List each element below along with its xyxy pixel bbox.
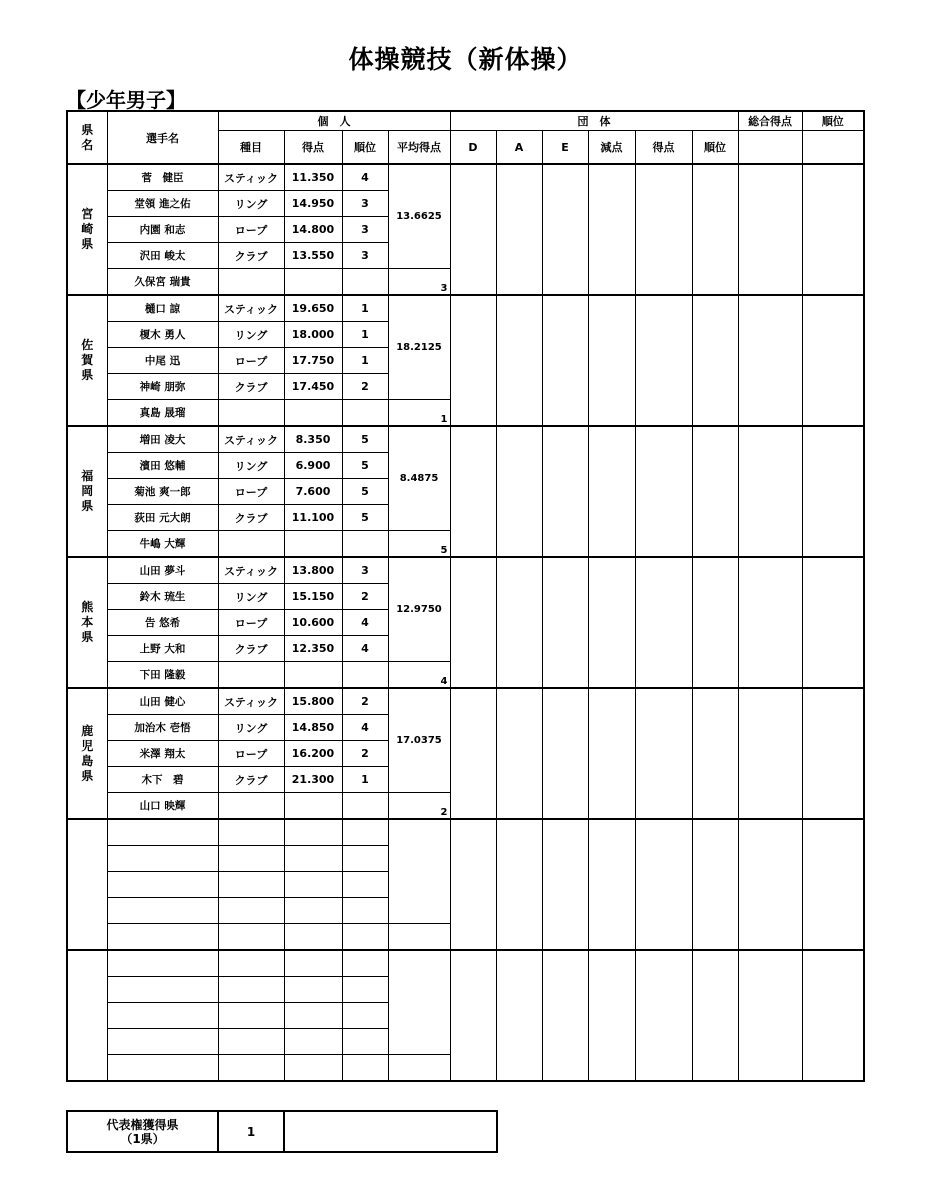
player-name: 山口 映輝: [107, 793, 218, 820]
event-score: 14.950: [284, 191, 342, 217]
event-rank: 2: [342, 374, 388, 400]
event-score: 17.450: [284, 374, 342, 400]
event-name: ロープ: [218, 348, 284, 374]
event-rank: 1: [342, 348, 388, 374]
event-name: ロープ: [218, 741, 284, 767]
event-rank: [342, 950, 388, 977]
event-score: [284, 950, 342, 977]
player-name: 菅 健臣: [107, 164, 218, 191]
representative-value: 1: [218, 1111, 284, 1152]
player-name: [107, 1003, 218, 1029]
average-rank: [388, 1055, 450, 1082]
event-rank: [342, 898, 388, 924]
header-rank: 順位: [802, 111, 864, 131]
player-name: 加治木 壱悟: [107, 715, 218, 741]
event-rank: [342, 662, 388, 689]
pref-name: [67, 819, 107, 950]
player-name: 真島 晟瑠: [107, 400, 218, 427]
team-e: [542, 295, 588, 426]
event-rank: 4: [342, 610, 388, 636]
event-name: リング: [218, 584, 284, 610]
event-score: 14.800: [284, 217, 342, 243]
header-team-rank: 順位: [692, 131, 738, 165]
event-rank: [342, 1003, 388, 1029]
player-name: [107, 1029, 218, 1055]
event-score: 13.550: [284, 243, 342, 269]
header-ind-rank: 順位: [342, 131, 388, 165]
team-d: [450, 557, 496, 688]
average-rank: 5: [388, 531, 450, 558]
event-score: [284, 846, 342, 872]
representative-label: 代表権獲得県 （1県）: [67, 1111, 218, 1152]
team-e: [542, 819, 588, 950]
header-team: 団 体: [450, 111, 738, 131]
event-name: リング: [218, 453, 284, 479]
event-rank: 1: [342, 295, 388, 322]
player-name: [107, 819, 218, 846]
table-row: [67, 557, 864, 584]
total-score: [738, 688, 802, 819]
event-score: [284, 1029, 342, 1055]
team-deduction: [588, 819, 635, 950]
team-score: [635, 557, 692, 688]
average-rank: 2: [388, 793, 450, 820]
event-score: 15.800: [284, 688, 342, 715]
player-name: 荻田 元大朗: [107, 505, 218, 531]
event-score: [284, 269, 342, 296]
header-event: 種目: [218, 131, 284, 165]
event-rank: 3: [342, 243, 388, 269]
player-name: 牛嶋 大輝: [107, 531, 218, 558]
event-score: 15.150: [284, 584, 342, 610]
event-score: [284, 531, 342, 558]
player-name: 内園 和志: [107, 217, 218, 243]
event-rank: 2: [342, 741, 388, 767]
event-name: [218, 924, 284, 951]
team-rank: [692, 688, 738, 819]
event-score: 18.000: [284, 322, 342, 348]
player-name: [107, 924, 218, 951]
event-name: スティック: [218, 426, 284, 453]
team-rank: [692, 426, 738, 557]
event-name: スティック: [218, 164, 284, 191]
header-pref: 県 名: [67, 111, 107, 164]
total-score: [738, 950, 802, 1081]
team-score: [635, 688, 692, 819]
team-e: [542, 426, 588, 557]
team-rank: [692, 950, 738, 1081]
event-name: [218, 269, 284, 296]
event-name: ロープ: [218, 479, 284, 505]
event-score: 13.800: [284, 557, 342, 584]
pref-name: 宮 崎 県: [67, 164, 107, 295]
team-deduction: [588, 164, 635, 295]
header-total-value: [738, 131, 802, 165]
team-rank: [692, 295, 738, 426]
player-name: [107, 1055, 218, 1082]
event-score: 16.200: [284, 741, 342, 767]
average-score: [388, 819, 450, 924]
team-rank: [692, 164, 738, 295]
event-name: [218, 872, 284, 898]
header-a: A: [496, 131, 542, 165]
player-name: 山田 健心: [107, 688, 218, 715]
player-name: 久保宮 瑞貴: [107, 269, 218, 296]
total-score: [738, 164, 802, 295]
event-rank: 3: [342, 191, 388, 217]
event-rank: [342, 977, 388, 1003]
average-score: 18.2125: [388, 295, 450, 400]
overall-rank: [802, 557, 864, 688]
team-a: [496, 688, 542, 819]
player-name: 下田 隆毅: [107, 662, 218, 689]
header-individual: 個 人: [218, 111, 450, 131]
event-score: [284, 977, 342, 1003]
team-a: [496, 426, 542, 557]
event-name: クラブ: [218, 767, 284, 793]
event-score: [284, 400, 342, 427]
event-rank: 3: [342, 557, 388, 584]
average-score: 12.9750: [388, 557, 450, 662]
player-name: 山田 夢斗: [107, 557, 218, 584]
event-name: リング: [218, 191, 284, 217]
event-name: [218, 977, 284, 1003]
event-rank: [342, 531, 388, 558]
player-name: [107, 950, 218, 977]
average-score: [388, 950, 450, 1055]
event-score: 17.750: [284, 348, 342, 374]
event-name: クラブ: [218, 505, 284, 531]
event-name: リング: [218, 322, 284, 348]
event-score: [284, 924, 342, 951]
player-name: 堂領 進之佑: [107, 191, 218, 217]
player-name: 濱田 悠輔: [107, 453, 218, 479]
event-rank: [342, 1029, 388, 1055]
header-player: 選手名: [107, 111, 218, 164]
player-name: 中尾 迅: [107, 348, 218, 374]
team-deduction: [588, 295, 635, 426]
event-rank: 3: [342, 217, 388, 243]
event-score: [284, 819, 342, 846]
team-deduction: [588, 426, 635, 557]
header-avg: 平均得点: [388, 131, 450, 165]
team-score: [635, 950, 692, 1081]
event-rank: [342, 924, 388, 951]
player-name: 鈴木 琉生: [107, 584, 218, 610]
event-rank: [342, 269, 388, 296]
average-score: 13.6625: [388, 164, 450, 269]
overall-rank: [802, 426, 864, 557]
average-rank: 4: [388, 662, 450, 689]
header-team-score: 得点: [635, 131, 692, 165]
overall-rank: [802, 688, 864, 819]
team-rank: [692, 557, 738, 688]
player-name: 神崎 朋弥: [107, 374, 218, 400]
event-name: [218, 1055, 284, 1082]
event-name: [218, 898, 284, 924]
event-rank: 1: [342, 322, 388, 348]
player-name: 米澤 翔太: [107, 741, 218, 767]
event-name: [218, 1003, 284, 1029]
event-name: [218, 531, 284, 558]
event-name: ロープ: [218, 610, 284, 636]
event-name: スティック: [218, 295, 284, 322]
event-score: 11.350: [284, 164, 342, 191]
player-name: 木下 碧: [107, 767, 218, 793]
header-d: D: [450, 131, 496, 165]
average-score: 8.4875: [388, 426, 450, 531]
event-rank: 1: [342, 767, 388, 793]
player-name: [107, 846, 218, 872]
event-score: [284, 1055, 342, 1082]
event-rank: 5: [342, 453, 388, 479]
event-name: [218, 793, 284, 820]
event-name: ロープ: [218, 217, 284, 243]
team-d: [450, 688, 496, 819]
event-rank: 4: [342, 636, 388, 662]
event-name: スティック: [218, 557, 284, 584]
page-title: 体操競技（新体操）: [348, 45, 583, 74]
header-total: 総合得点: [738, 111, 802, 131]
event-rank: [342, 793, 388, 820]
event-score: 6.900: [284, 453, 342, 479]
team-d: [450, 426, 496, 557]
event-name: [218, 662, 284, 689]
pref-name: 熊 本 県: [67, 557, 107, 688]
total-score: [738, 295, 802, 426]
event-rank: 5: [342, 505, 388, 531]
overall-rank: [802, 164, 864, 295]
event-rank: 5: [342, 426, 388, 453]
event-rank: 4: [342, 715, 388, 741]
average-rank: 1: [388, 400, 450, 427]
team-deduction: [588, 950, 635, 1081]
player-name: [107, 898, 218, 924]
team-score: [635, 426, 692, 557]
pref-name: [67, 950, 107, 1081]
team-a: [496, 819, 542, 950]
event-score: [284, 1003, 342, 1029]
event-score: 8.350: [284, 426, 342, 453]
event-name: クラブ: [218, 243, 284, 269]
event-rank: [342, 872, 388, 898]
team-d: [450, 819, 496, 950]
event-name: [218, 846, 284, 872]
event-name: [218, 819, 284, 846]
event-score: [284, 872, 342, 898]
event-rank: [342, 846, 388, 872]
team-e: [542, 688, 588, 819]
player-name: [107, 872, 218, 898]
results-table: [66, 110, 865, 1082]
event-score: [284, 793, 342, 820]
total-score: [738, 819, 802, 950]
team-score: [635, 819, 692, 950]
table-row: [67, 688, 864, 715]
player-name: 上野 大和: [107, 636, 218, 662]
event-score: 12.350: [284, 636, 342, 662]
team-d: [450, 295, 496, 426]
header-rank-value: [802, 131, 864, 165]
event-rank: [342, 819, 388, 846]
table-row: [67, 950, 864, 977]
average-rank: 3: [388, 269, 450, 296]
header-deduction: 減点: [588, 131, 635, 165]
overall-rank: [802, 819, 864, 950]
player-name: 樋口 諒: [107, 295, 218, 322]
average-score: 17.0375: [388, 688, 450, 793]
event-rank: 2: [342, 688, 388, 715]
total-score: [738, 557, 802, 688]
event-rank: [342, 400, 388, 427]
event-score: 11.100: [284, 505, 342, 531]
event-score: 7.600: [284, 479, 342, 505]
team-d: [450, 164, 496, 295]
player-name: 増田 凌大: [107, 426, 218, 453]
table-row: [67, 295, 864, 322]
team-deduction: [588, 557, 635, 688]
pref-name: 鹿 児 島 県: [67, 688, 107, 819]
table-row: [67, 819, 864, 846]
pref-name: 佐 賀 県: [67, 295, 107, 426]
pref-name: 福 岡 県: [67, 426, 107, 557]
team-score: [635, 295, 692, 426]
event-name: [218, 400, 284, 427]
section-heading: 【少年男子】: [66, 88, 186, 112]
event-rank: [342, 1055, 388, 1082]
event-score: 10.600: [284, 610, 342, 636]
team-e: [542, 950, 588, 1081]
representative-pref: [284, 1111, 497, 1152]
event-rank: 4: [342, 164, 388, 191]
team-a: [496, 295, 542, 426]
team-e: [542, 557, 588, 688]
event-score: [284, 898, 342, 924]
event-name: クラブ: [218, 374, 284, 400]
event-rank: 2: [342, 584, 388, 610]
event-score: 21.300: [284, 767, 342, 793]
event-score: 19.650: [284, 295, 342, 322]
event-score: [284, 662, 342, 689]
event-name: スティック: [218, 688, 284, 715]
event-score: 14.850: [284, 715, 342, 741]
event-rank: 5: [342, 479, 388, 505]
overall-rank: [802, 295, 864, 426]
total-score: [738, 426, 802, 557]
event-name: [218, 1029, 284, 1055]
team-a: [496, 164, 542, 295]
player-name: 告 悠希: [107, 610, 218, 636]
team-deduction: [588, 688, 635, 819]
representative-table: [66, 1110, 498, 1153]
overall-rank: [802, 950, 864, 1081]
average-rank: [388, 924, 450, 951]
header-e: E: [542, 131, 588, 165]
player-name: 沢田 峻太: [107, 243, 218, 269]
header-score: 得点: [284, 131, 342, 165]
player-name: 榎木 勇人: [107, 322, 218, 348]
table-row: [67, 164, 864, 191]
team-d: [450, 950, 496, 1081]
team-a: [496, 950, 542, 1081]
event-name: リング: [218, 715, 284, 741]
table-row: [67, 426, 864, 453]
player-name: [107, 977, 218, 1003]
team-score: [635, 164, 692, 295]
event-name: クラブ: [218, 636, 284, 662]
team-a: [496, 557, 542, 688]
team-rank: [692, 819, 738, 950]
player-name: 菊池 爽一郎: [107, 479, 218, 505]
event-name: [218, 950, 284, 977]
team-e: [542, 164, 588, 295]
